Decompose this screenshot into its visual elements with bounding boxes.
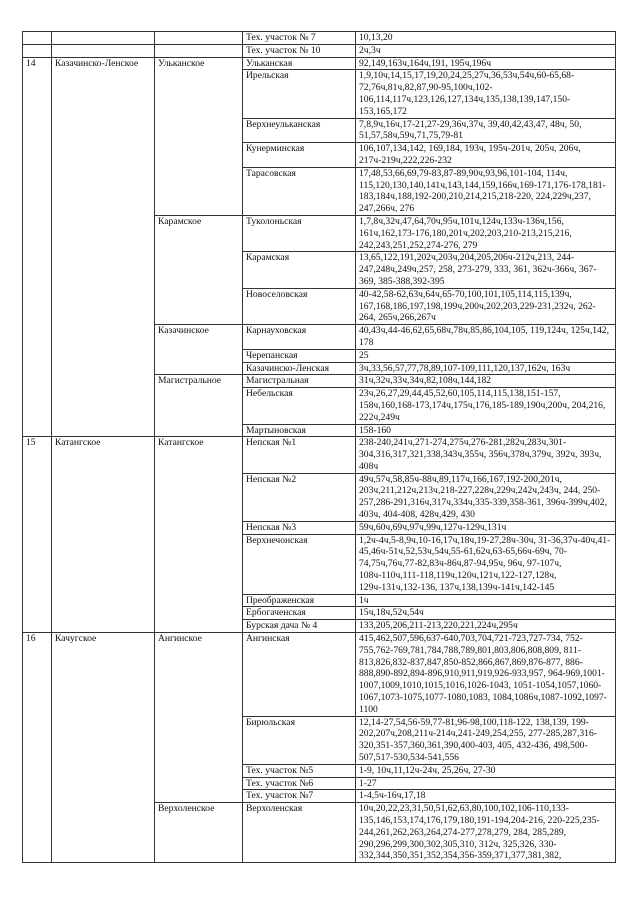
subforestry-name: Кунерминская: [243, 143, 356, 168]
subforestry-name: Ангинская: [243, 633, 356, 717]
quarter-numbers: 23ч,26,27,29,44,45,52,60,105,114,115,138,151-157, 158ч,160,168-173,174ч,175ч,176,185-189,190ч,200ч, 204,216, 222ч,249ч: [356, 388, 616, 424]
subforestry-name: Тех. участок №6: [243, 777, 356, 790]
subforestry-name: Верхнечонская: [243, 534, 356, 594]
forestry-name: Ангинское: [155, 633, 243, 803]
subforestry-name: Небельская: [243, 388, 356, 424]
table-row: [23, 44, 616, 57]
subforestry-name: Тех. участок № 10: [243, 44, 356, 57]
subforestry-name: Верхоленская: [243, 803, 356, 863]
quarter-numbers: 1,2ч-4ч,5-8,9ч,10-16,17ч,18ч,19-27,28ч-30ч, 31-36,37ч-40ч,41-45,46ч-51ч,52,53ч,54ч,55-61,62ч,63-65,66ч-69ч, 70-74,75ч,76ч,77-82,83ч-86ч,87-94,95ч, 96ч, 97-107ч, 108ч-110ч,111-118,119ч,120ч,121ч,122-127,128ч, 129ч-131ч,132-136, 137ч,138,139ч-141ч,142-145: [356, 534, 616, 594]
quarter-numbers: 40-42,58-62,63ч,64ч,65-70,100,101,105,114,115,139ч, 167,168,186,197,198,199ч,200ч,202,203,229-231,232ч, 262-264, 265ч,266,267ч: [356, 288, 616, 324]
forestry-name: [155, 44, 243, 57]
subforestry-name: Черепанская: [243, 349, 356, 362]
quarter-numbers: 10ч,20,22,23,31,50,51,62,63,80,100,102,106-110,133-135,146,153,174,176,179,180,191-194,204-216, 220-225,235- 244,261,262,263,264,274-277,278,279, 284, 285,289, 290,296,299,300,302,305,310, 312ч, 325,326, 330-332,344,350,351,352,354,356-359,371,377,381,382,: [356, 803, 616, 863]
subforestry-name: Карнауховская: [243, 325, 356, 350]
quarter-numbers: 31ч,32ч,33ч,34ч,82,108ч,144,182: [356, 375, 616, 388]
subforestry-name: Ербогаченская: [243, 607, 356, 620]
quarter-numbers: 158-160: [356, 424, 616, 437]
subforestry-name: Непская №2: [243, 473, 356, 521]
table-row: [23, 57, 616, 70]
row-number: [23, 32, 52, 45]
table-row: [23, 32, 616, 45]
table-row: [23, 437, 616, 473]
subforestry-name: Туколоньская: [243, 215, 356, 251]
quarter-numbers: 133,205,206,211-213,220,221,224ч,295ч: [356, 620, 616, 633]
district-name: [52, 32, 155, 45]
subforestry-name: Бирюльская: [243, 716, 356, 764]
quarter-numbers: 7,8,9ч,16ч,17-21,27-29,36ч,37ч, 39,40,42,43,47, 48ч, 50, 51,57,58ч,59ч,71,75,79-81: [356, 118, 616, 143]
subforestry-name: Ирельская: [243, 70, 356, 118]
subforestry-name: Казачинско-Ленская: [243, 362, 356, 375]
quarter-numbers: 1-9, 10ч,11,12ч-24ч, 25,26ч, 27-30: [356, 764, 616, 777]
quarter-numbers: 59ч,60ч,69ч,97ч,99ч,127ч-129ч,131ч: [356, 521, 616, 534]
subforestry-name: Мартыновская: [243, 424, 356, 437]
district-name: Казачинско-Ленское: [52, 57, 155, 437]
district-name: Качугское: [52, 633, 155, 863]
forestry-name: Ульканское: [155, 57, 243, 215]
quarter-numbers: 92,149,163ч,164ч,191, 195ч,196ч: [356, 57, 616, 70]
table-row: [23, 633, 616, 717]
forestry-name: Верхоленское: [155, 803, 243, 863]
forestry-name: Карамское: [155, 215, 243, 324]
subforestry-name: Тарасовская: [243, 167, 356, 215]
quarter-numbers: 40,43ч,44-46,62,65,68ч,78ч,85,86,104,105, 119,124ч, 125ч,142, 178: [356, 325, 616, 350]
forestry-name: Казачинское: [155, 325, 243, 375]
subforestry-name: Бурская дача № 4: [243, 620, 356, 633]
quarter-numbers: 10,13,20: [356, 32, 616, 45]
district-name: Катангское: [52, 437, 155, 633]
quarter-numbers: 3ч,33,56,57,77,78,89,107-109,111,120,137,162ч, 163ч: [356, 362, 616, 375]
document-page: [22, 31, 616, 863]
subforestry-name: Тех. участок №7: [243, 790, 356, 803]
district-name: [52, 44, 155, 57]
subforestry-name: Тех. участок № 7: [243, 32, 356, 45]
subforestry-name: Верхнеульканская: [243, 118, 356, 143]
subforestry-name: Непская №3: [243, 521, 356, 534]
quarter-numbers: 1ч: [356, 594, 616, 607]
forest-quarter-table: [22, 31, 616, 863]
subforestry-name: Магистральная: [243, 375, 356, 388]
forestry-name: [155, 32, 243, 45]
quarter-numbers: 17,48,53,66,69,79-83,87-89,90ч,93,96,101-104, 114ч, 115,120,130,140,141ч,143,144,159,166ч,169-171,176-178,181-183,184ч,188,192-200,210,214,215,218-220, 224,229ч,237, 247,266ч, 276: [356, 167, 616, 215]
quarter-numbers: 1-4,5ч-16ч,17,18: [356, 790, 616, 803]
subforestry-name: Ульканская: [243, 57, 356, 70]
quarter-numbers: 2ч,3ч: [356, 44, 616, 57]
quarter-numbers: 1-27: [356, 777, 616, 790]
quarter-numbers: 106,107,134,142, 169,184, 193ч, 195ч-201ч, 205ч, 206ч, 217ч-219ч,222,226-232: [356, 143, 616, 168]
subforestry-name: Тех. участок №5: [243, 764, 356, 777]
quarter-numbers: 12,14-27,54,56-59,77-81,96-98,100,118-122, 138,139, 199- 202,207ч,208,211ч-214ч,241-249,254,255, 277-285,287,316-320,351-357,360,361,390,400-403, 405, 432-436, 498,500-507,517-530,534-541,556: [356, 716, 616, 764]
quarter-numbers: 238-240,241ч,271-274,275ч,276-281,282ч,283ч,301-304,316,317,321,338,343ч,355ч, 356ч,378ч,379ч, 392ч, 393ч, 408ч: [356, 437, 616, 473]
quarter-numbers: 415,462,507,596,637-640,703,704,721-723,727-734, 752-755,762-769,781,784,788,789,801,803,806,808,809, 811-813,826,832-837,847,850-852,866,867,869,876-877, 886-888,890-892,894-896,910,911,919,926-933,957, 964-969,1001-1007,1009,1010,1015,1016,1026-1043, 1051-1054,1057,1060-1067,1073-1075,1077-1080,1083, 1084,1086ч,1087-1092,1097-1100: [356, 633, 616, 717]
subforestry-name: Преображенская: [243, 594, 356, 607]
row-number: [23, 44, 52, 57]
subforestry-name: Карамская: [243, 252, 356, 288]
row-number: 16: [23, 633, 52, 863]
row-number: 15: [23, 437, 52, 633]
subforestry-name: Новоселовская: [243, 288, 356, 324]
quarter-numbers: 13,65,122,191,202ч,203ч,204,205,206ч-212ч,213, 244-247,248ч,249ч,257, 258, 273-279, 333, 361, 362ч-366ч, 367-369, 385-388,392-395: [356, 252, 616, 288]
quarter-numbers: 49ч,57ч,58,85ч-88ч,89,117ч,166,167,192-200,201ч, 203ч,211,212ч,213ч,218-227,228ч,229ч,242ч,243ч, 244, 250-257,286-291,316ч,317ч,334ч,335-339,358-361, 396ч-399ч,402, 403ч, 404-408, 428ч,429, 430: [356, 473, 616, 521]
subforestry-name: Непская №1: [243, 437, 356, 473]
forestry-name: Магистральное: [155, 375, 243, 437]
row-number: 14: [23, 57, 52, 437]
quarter-numbers: 15ч,18ч,52ч,54ч: [356, 607, 616, 620]
quarter-numbers: 1,7,8ч,32ч,47,64,70ч,95ч,101ч,124ч,133ч-136ч,156, 161ч,162,173-176,180,201ч,202,203,210-213,215,216, 242,243,251,252,274-276, 279: [356, 215, 616, 251]
quarter-numbers: 1,9,10ч,14,15,17,19,20,24,25,27ч,36,53ч,54ч,60-65,68-72,76ч,81ч,82,87,90-95,100ч,102-106,114,117ч,123,126,127,134ч,135,138,139,147,150-153,165,172: [356, 70, 616, 118]
quarter-numbers: 25: [356, 349, 616, 362]
forestry-name: Катангское: [155, 437, 243, 633]
